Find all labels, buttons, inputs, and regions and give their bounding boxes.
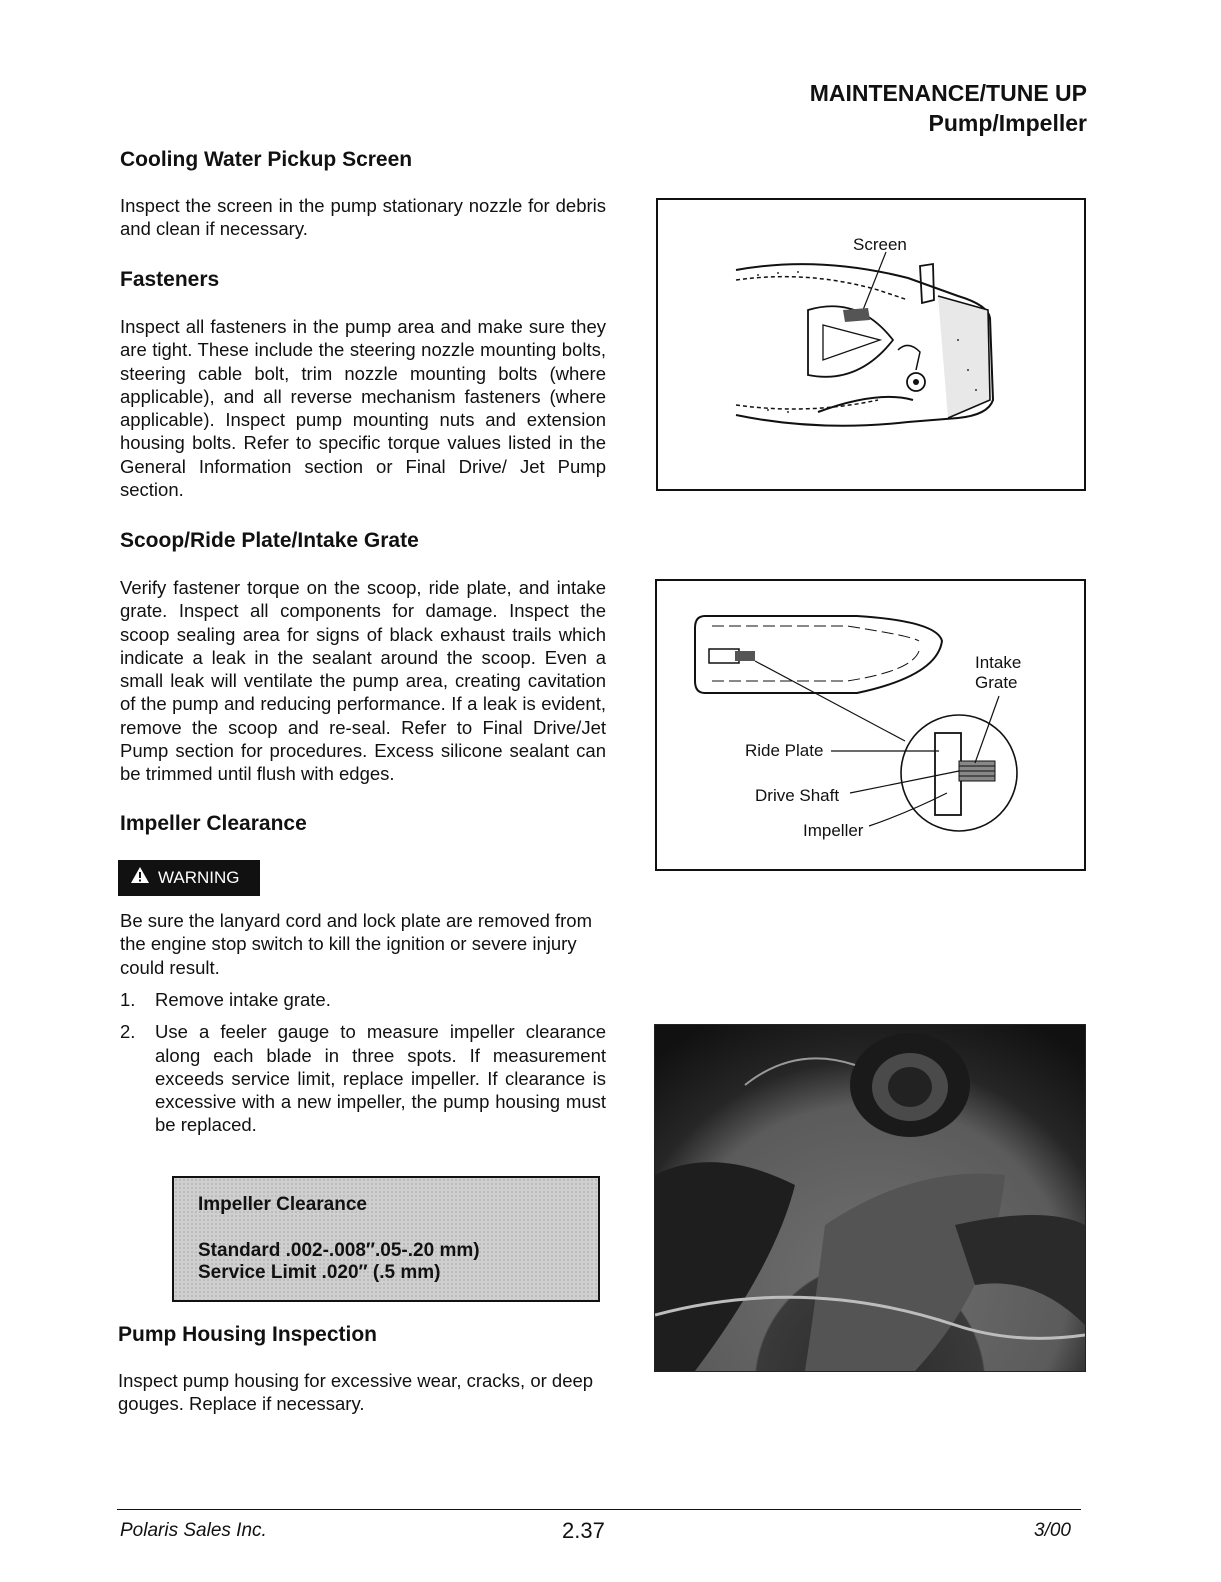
grate-label: Grate — [975, 673, 1018, 692]
list-item — [120, 988, 606, 1011]
figure-intake-grate — [655, 579, 1086, 871]
para-scoop: Verify fastener torque on the scoop, ride plate, and intake grate. Inspect all components for damage. Inspect the scoop sealing area for signs of black exhaust trails which indicate a leak in the sealant around the scoop. Even a small leak will ventilate the pump area, creating cavitation of the pump and reducing performance. If a leak is evident, remove the scoop and re-seal. Refer to Final Drive/Jet Pump section for procedures. Excess silicone sealant can be trimmed until flush with edges. — [120, 577, 606, 785]
heading-pump-housing: Pump Housing Inspection — [118, 1323, 378, 1346]
impeller-label: Impeller — [803, 821, 864, 840]
heading-fasteners: Fasteners — [120, 268, 220, 291]
step-text: Use a feeler gauge to measure impeller clearance along each blade in three spots. If measurement exceeds service limit, replace impeller. If clearance is excessive with a new impeller, the pump housing must be replaced. — [155, 1021, 606, 1136]
spec-box — [172, 1176, 600, 1302]
para-fasteners: Inspect all fasteners in the pump area and make sure they are tight. These include the steering nozzle mounting bolts, steering cable bolt, trim nozzle mounting bolts (where applicable), and all reverse mechanism fasteners (where applicable). Inspect pump mounting nuts and extension housing bolts. Refer to specific torque values listed in the General Information section or Final Drive/ Jet Pump section. — [120, 316, 606, 501]
intake-label: Intake — [975, 653, 1022, 672]
para-pump-housing: Inspect pump housing for excessive wear, cracks, or deep gouges. Replace if necessary. — [118, 1370, 594, 1415]
warning-badge — [118, 860, 260, 896]
heading-scoop: Scoop/Ride Plate/Intake Grate — [120, 529, 419, 552]
list-item — [120, 1020, 606, 1136]
footer-rule — [117, 1509, 1081, 1510]
heading-impeller-clearance: Impeller Clearance — [120, 812, 307, 835]
step-number: 1. — [120, 989, 136, 1010]
hull-drawing — [657, 581, 1084, 869]
para-cooling-screen: Inspect the screen in the pump stationary nozzle for debris and clean if necessary. — [120, 195, 606, 240]
pump-nozzle-drawing — [658, 200, 1084, 489]
subsection-title: Pump/Impeller — [928, 110, 1087, 136]
spec-service-limit: Service Limit .020″ (.5 mm) — [198, 1262, 441, 1283]
impeller-photo — [654, 1024, 1086, 1372]
screen-label: Screen — [853, 235, 907, 254]
drive-shaft-label: Drive Shaft — [755, 786, 840, 805]
section-title: MAINTENANCE/TUNE UP — [809, 80, 1087, 106]
page-number: 2.37 — [562, 1518, 605, 1543]
figure-screen — [656, 198, 1086, 491]
step-number: 2. — [120, 1021, 136, 1043]
steps-list — [120, 988, 606, 1146]
spec-standard: Standard .002-.008″.05-.20 mm) — [198, 1240, 480, 1261]
spec-title: Impeller Clearance — [198, 1194, 367, 1215]
warning-icon — [130, 861, 150, 897]
ride-plate-label: Ride Plate — [745, 741, 824, 760]
warning-label: WARNING — [158, 868, 240, 887]
footer-date: 3/00 — [1034, 1520, 1071, 1541]
heading-cooling-screen: Cooling Water Pickup Screen — [120, 148, 413, 171]
warning-text: Be sure the lanyard cord and lock plate are removed from the engine stop switch to kill the ignition or severe injury could result. — [120, 910, 592, 978]
footer-company: Polaris Sales Inc. — [120, 1520, 267, 1541]
step-text: Remove intake grate. — [155, 989, 331, 1010]
impeller-photo-art — [655, 1025, 1085, 1371]
